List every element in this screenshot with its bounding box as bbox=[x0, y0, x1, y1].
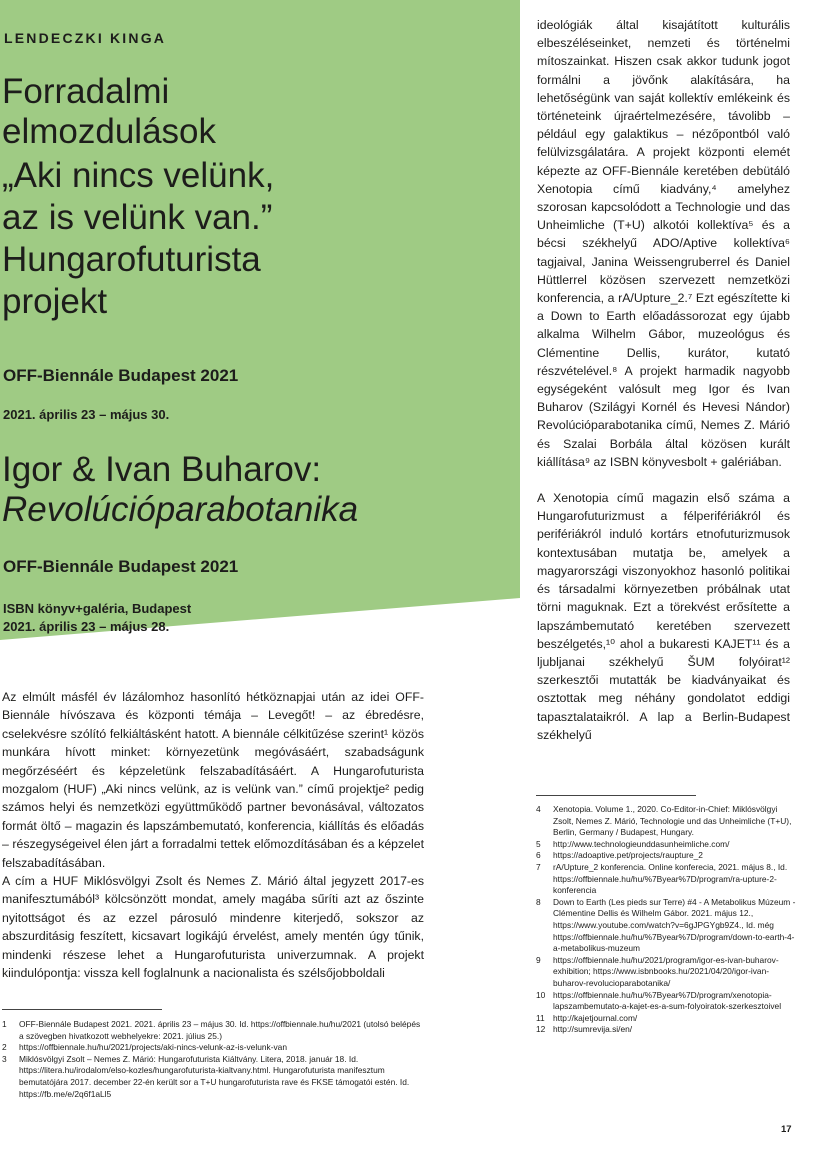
project-title-line: Hungarofuturista bbox=[2, 240, 261, 279]
footnote-rule bbox=[536, 795, 696, 796]
footnote: 4 Xenotopia. Volume 1., 2020. Co-Editor-in-Chief: Miklósvölgyi Zsolt, Nemes Z. Márió, Technologie und das Unheimliche (T+U), Berlin, Germany / Budapest, Hungary. bbox=[536, 804, 792, 838]
project-title-line: „Aki nincs velünk, bbox=[2, 156, 275, 195]
event1-name: OFF-Biennále Budapest 2021 bbox=[3, 366, 239, 385]
footnote: 10 https://offbiennale.hu/hu/%7Byear%7D/program/xenotopia-lapszambemutato-a-kajet-es-a-sum-folyoiratok-szerkesztoivel bbox=[536, 989, 782, 1012]
page-number: 17 bbox=[781, 1124, 792, 1135]
body-text-right bbox=[537, 16, 790, 762]
exhibition-title-line-2: Revolúcióparabotanika bbox=[2, 490, 359, 529]
event1-dates: 2021. április 23 – május 30. bbox=[3, 407, 170, 422]
footnote: 8 Down to Earth (Les pieds sur Terre) #4 - A Metabolikus Múzeum - Clémentine Dellis és Wilhelm Gábor. 2021. május 12., https://www.youtube.com/watch?v=6gJPGYgb9Z4., Id. még https://offbiennale.hu/hu/%7Byear%7D/program/down-to-earth-4-a-metabolikus-muzeum bbox=[536, 896, 796, 954]
article-title bbox=[2, 72, 502, 152]
event2-venue: ISBN könyv+galéria, Budapest bbox=[3, 601, 192, 616]
author-name: LENDECZKI KINGA bbox=[4, 30, 167, 46]
project-title-line: az is velünk van.” bbox=[2, 198, 273, 237]
footnote: 9 https://offbiennale.hu/hu/2021/program/igor-es-ivan-buharov-exhibition; https://www.isbnbooks.hu/2021/04/20/igor-ivan-buharov-revolucioparabotanika/ bbox=[536, 954, 779, 988]
exhibition-title-line-1: Igor & Ivan Buharov: bbox=[2, 450, 322, 489]
footnote: 6 https://adoaptive.pet/projects/raupture_2 bbox=[536, 850, 703, 861]
title-line-1: Forradalmi bbox=[2, 72, 170, 111]
footnotes-right bbox=[536, 804, 798, 1036]
footnote: 2 https://offbiennale.hu/hu/2021/projects/aki-nincs-velunk-az-is-velunk-van bbox=[2, 1042, 287, 1053]
body-text-left bbox=[2, 688, 424, 983]
footnote: 5 http://www.technologieunddasunheimliche.com/ bbox=[536, 838, 730, 849]
exhibition-title bbox=[2, 450, 512, 530]
footnote: 7 rA/Upture_2 konferencia. Online konferecia, 2021. május 8., Id. https://offbiennale.hu/hu/%7Byear%7D/program/ra-upture-2-konferencia bbox=[536, 861, 788, 896]
project-title bbox=[2, 155, 502, 323]
event2-dates: 2021. április 23 – május 28. bbox=[3, 619, 170, 634]
paragraph: A Xenotopia című magazin első száma a Hungarofuturizmust a félperifériákról és perifériákról induló kortárs etnofuturizmusok kontextusában mutatja be, amelyek a magyarországi viszonyokhoz hasonló politikai és társadalmi környezetben próbálnak utat törni maguknak. Ezt a törekvést erősítette a lapszámbemutató keretében szervezett beszélgetés,¹⁰ ahol a bukaresti KAJET¹¹ és a ljubljanai székhelyű ŠUM folyóirat¹² szerkesztői mutatták be kiadványaikat és osztottak meg néhány gondolatot eddigi tapasztalataikról. A lap a Berlin-Budapest székhelyű bbox=[537, 491, 790, 742]
project-title-line: projekt bbox=[2, 282, 108, 321]
paragraph: A cím a HUF Miklósvölgyi Zsolt és Nemes Z. Márió által jegyzett 2017-es manifesztumából³ kölcsönzött mondat, amely magába sűríti azt az őszinte nyitottságot és az ezzel párosuló mindenre kiterjedő, sokszor az abszurditásig feszített, kicsavart logikájú érvelést, amely mentén úgy tűnik, mindenki részese lehet a Hungarofuturista univerzumnak. A projekt kiindulópontja: vissza kell foglalnunk a nacionalista és szélsőjobboldali bbox=[2, 874, 424, 981]
footnotes-left bbox=[2, 1019, 427, 1100]
footnote: 1 OFF-Biennále Budapest 2021. 2021. április 23 – május 30. Id. https://offbiennale.hu/hu/2021 (utolsó belépés a szövegben hivatkozott webhelyekre: 2021. július 25.) bbox=[2, 1019, 421, 1041]
footnote: 11 http://kajetjournal.com/ bbox=[536, 1012, 638, 1023]
paragraph: Az elmúlt másfél év lázálomhoz hasonlító hétköznapjai után az idei OFF-Biennále hívószava és központi témája – Levegőt! – az ébredésre, cselekvésre szólító felkiáltásként hatott. A biennále célkitűzése szerint¹ közös munkára hívott minket: környezetünk megóvásáért, szabadságunk megőrzéséért és képzeletünk felszabadításáért. A Hungarofuturista mozgalom (HUF) „Aki nincs velünk, az is velünk van.” című projektje² pedig számos helyi és nemzetközi együttműködő partner bevonásával, változatos formát öltő – magazin és lapszámbemutató, konferencia, kiállítás és előadás – részegységeivel élen járt a forradalmi tettek előmozdításában és a képzelet felszabadításában. bbox=[2, 690, 424, 870]
event2-name: OFF-Biennále Budapest 2021 bbox=[3, 557, 239, 576]
footnote-rule bbox=[2, 1009, 162, 1010]
footnote: 3 Miklósvölgyi Zsolt – Nemes Z. Márió: Hungarofuturista Kiáltvány. Litera, 2018. január 18. Id. https://litera.hu/irodalom/elso-kozles/hungarofuturista-kialtvany.html. Hungarofuturista manifesztum bemutatójára 2017. december 22-én került sor a T+U hungarofuturista rave és FKSE támogatói estén. Id. https://fb.me/e/2q6f1aLl5 bbox=[2, 1053, 410, 1099]
footnote: 12 http://sumrevija.si/en/ bbox=[536, 1024, 633, 1035]
title-line-2: elmozdulások bbox=[2, 112, 216, 151]
paragraph: ideológiák által kisajátított kulturális elbeszéléseinket, nemzeti és történelmi mítoszainkat. Hiszen csak akkor tudunk jogot formálni a jövőnk alakítására, ha lehetőségünk van saját kollektív emlékeink és történeteink újraértelmezésére, távolibb – például egy galaktikus – nézőpontból való felülvizsgálatára. A projekt központi elemét képezte az OFF-Biennále keretében debütáló Xenotopia című kiadvány,⁴ amelyhez szorosan kapcsolódott a Technologie und das Unheimliche (T+U) alkotói kollektíva⁵ és a bécsi székhelyű ADO/Aptive kollektíva⁶ tagjaival, Janina Weissengruberrel és Daniel Hüttlerrel közösen szervezett nemzetközi konferencia, a rA/Upture_2.⁷ Ezt egészítette ki a Down to Earth előadássorozat egy újabb alkalma Wilhelm Gábor, muzeológus és Clémentine Dellis, kurátor, kutató részvételével.⁸ A projekt harmadik nagyobb egységeként valósult meg Igor és Ivan Buharov (Szilágyi Kornél és Hevesi Nándor) Revolúcióparabotanika című, Nemes Z. Márió és Szalai Borbála által közösen kurált kiállítása⁹ az ISBN könyvesbolt + galériában. bbox=[537, 18, 790, 469]
